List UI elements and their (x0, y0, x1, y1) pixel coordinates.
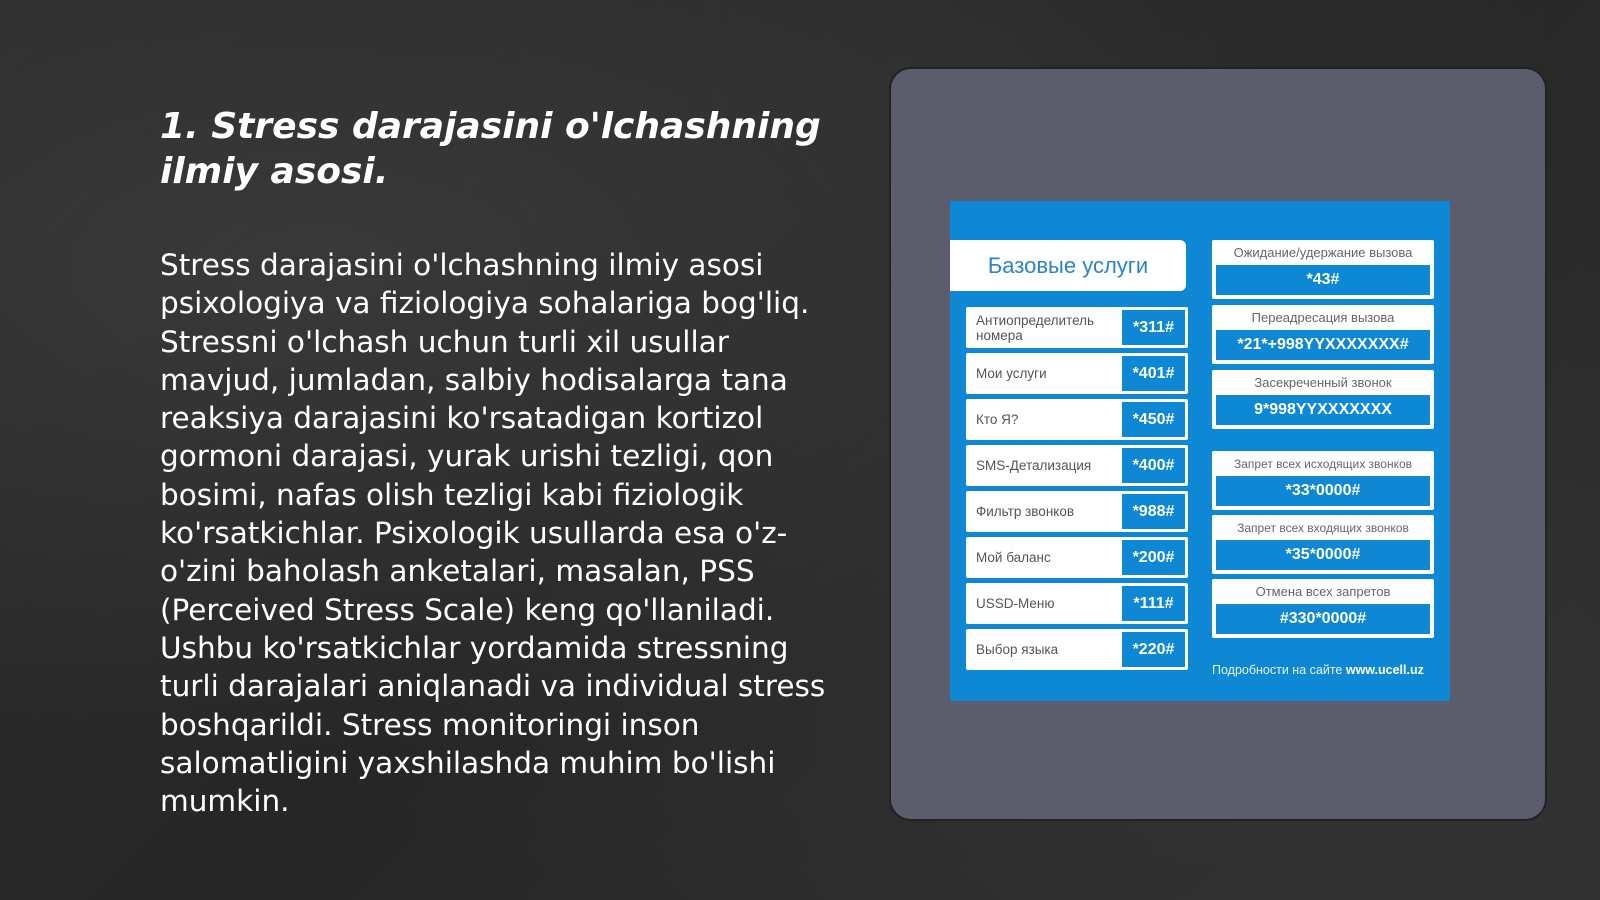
option-label: Ожидание/удержание вызова (1233, 245, 1413, 260)
option-label: Засекреченный звонок (1254, 375, 1392, 390)
service-row (966, 491, 1188, 532)
service-row (966, 537, 1188, 578)
service-code: *311# (1122, 310, 1185, 345)
card-footer (1212, 663, 1442, 681)
option-box (1212, 240, 1434, 299)
option-box (1212, 515, 1434, 574)
option-code: *35*0000# (1216, 540, 1430, 570)
service-code: *400# (1122, 448, 1185, 483)
option-label: Запрет всех исходящих звонков (1233, 457, 1413, 471)
card-header: Базовые услуги (950, 240, 1186, 291)
option-label: Отмена всех запретов (1255, 584, 1391, 599)
service-row (966, 399, 1188, 440)
service-label: SMS-Детализация (976, 458, 1092, 473)
option-box (1212, 579, 1434, 638)
option-box (1212, 370, 1434, 429)
footer-text: Подробности на сайте (1212, 663, 1343, 677)
service-row (966, 445, 1188, 486)
service-label: Мои услуги (976, 366, 1047, 381)
option-code: 9*998YYXXXXXXX (1216, 395, 1430, 425)
service-code: *111# (1122, 586, 1185, 621)
option-label: Переадресация вызова (1251, 310, 1395, 325)
option-box (1212, 305, 1434, 364)
footer-link[interactable]: www.ucell.uz (1345, 663, 1424, 677)
service-label: Мой баланс (976, 550, 1051, 565)
service-label: Кто Я? (976, 412, 1019, 427)
service-row (966, 583, 1188, 624)
option-box (1212, 451, 1434, 510)
service-code: *200# (1122, 540, 1185, 575)
service-code: *450# (1122, 402, 1185, 437)
option-code: #330*0000# (1216, 604, 1430, 634)
option-label: Запрет всех входящих звонков (1237, 521, 1409, 535)
ucell-services-card (950, 201, 1450, 701)
service-row (966, 629, 1188, 670)
service-code: *401# (1122, 356, 1185, 391)
service-code: *220# (1122, 632, 1185, 667)
service-label: Фильтр звонков (976, 504, 1075, 519)
service-row (966, 353, 1188, 394)
service-label: Выбор языка (976, 642, 1059, 657)
option-code: *43# (1216, 265, 1430, 295)
option-code: *33*0000# (1216, 476, 1430, 506)
service-label: USSD-Меню (976, 596, 1055, 611)
slide-title: 1. Stress darajasini o'lchashning ilmiy asosi. (160, 106, 821, 192)
service-label: Антиопределитель номера (976, 312, 1095, 343)
service-row (966, 307, 1188, 348)
option-code: *21*+998YYXXXXXXX# (1216, 330, 1430, 360)
slide-body-text: Stress darajasini o'lchashning ilmiy asosi psixologiya va fiziologiya sohalariga bog'liq. Stressni o'lchash uchun turli xil usullar mavjud, jumladan, salbiy hodisalarga tana reaksiya darajasini ko'rsatadigan kortizol gormoni darajasi, yurak urishi tezligi, qon bosimi, nafas olish tezligi kabi fiziologik ko'rsatkichlar. Psixologik usullarda esa o'z-o'zini baholash anketalari, masalan, PSS (Perceived Stress Scale) keng qo'llaniladi. Ushbu ko'rsatkichlar yordamida stressning turli darajalari aniqlanadi va individual stress boshqarildi. Stress monitoringi inson salomatligini yaxshilashda muhim bo'lishi mumkin. (160, 248, 826, 819)
service-code: *988# (1122, 494, 1185, 529)
